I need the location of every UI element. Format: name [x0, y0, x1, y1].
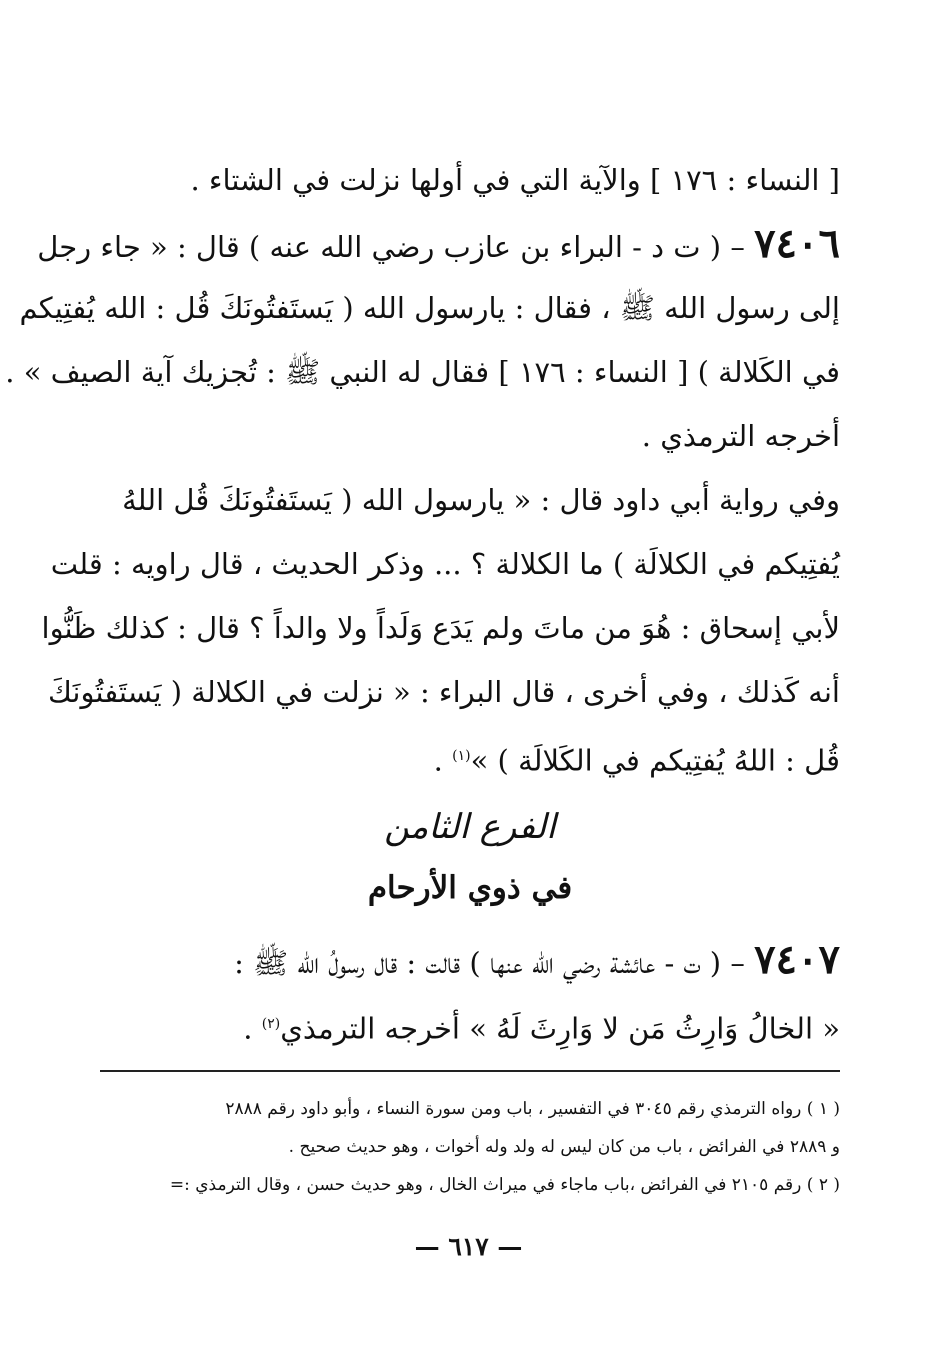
- text-line: [ النساء : ١٧٦ ] والآية التي في أولها نزلت في الشتاء .: [190, 163, 840, 197]
- text-line: [100, 992, 840, 1056]
- section-title: الفرع الثامن: [384, 807, 556, 847]
- hadith-narration: – ( ت د - البراء بن عازب رضي الله عنه ) قال : « جاء رجل: [37, 230, 745, 264]
- hadith-7406-block: [5, 148, 840, 788]
- text-line: وفي رواية أبي داود قال : « يارسول الله ( يَستَفتُونَكَ قُل اللهُ: [122, 483, 840, 517]
- text-line: أنه كَذلك ، وفي أخرى ، قال البراء : « نزلت في الكلالة ( يَستَفتُونَكَ: [47, 675, 840, 709]
- text-line: [100, 928, 840, 992]
- hadith-number: ٧٤٠٧: [754, 936, 840, 983]
- text-segment: قُل : اللهُ يُفتِيكم في الكَلالَة ) »: [470, 743, 840, 778]
- footnotes: [100, 1090, 840, 1204]
- footnote-1-continued: و ٢٨٨٩ في الفرائض ، باب من كان ليس له ولد وله أخوات ، وهو حديث صحيح .: [288, 1137, 840, 1157]
- text-line: في الكَلالة ) [ النساء : ١٧٦ ] فقال له النبي ﷺ : تُجزيك آية الصيف » .: [5, 355, 840, 389]
- text-line: أخرجه الترمذي .: [641, 419, 840, 453]
- text-line: [37, 212, 840, 276]
- text-segment: .: [243, 1011, 262, 1046]
- section-subtitle: في ذوي الأرحام: [367, 870, 573, 906]
- footnote-2: ( ٢ ) رقم ٢١٠٥ في الفرائض ،باب ماجاء في ميراث الخال ، وهو حديث حسن ، وقال الترمذي :=: [169, 1175, 840, 1195]
- text-segment: « الخالُ وَارِثُ مَن لا وَارِثَ لَهُ » أخرجه الترمذي: [280, 1011, 840, 1046]
- page-number: — ٦١٧ —: [414, 1232, 523, 1261]
- hadith-narration: – ( ت - عائشة رضي الله عنها ) قالت : قال رسولُ الله ﷺ :: [234, 946, 745, 980]
- footnote-separator: [100, 1070, 840, 1072]
- text-line: إلى رسول الله ﷺ ، فقال : يارسول الله ( يَستَفتُونَكَ قُل : الله يُفتِيكم: [19, 291, 840, 325]
- hadith-7407-block: [100, 928, 840, 1056]
- text-line: يُفتِيكم في الكلالَة ) ما الكلالة ؟ ... وذكر الحديث ، قال راويه : قلت: [50, 547, 840, 581]
- text-line: لأبي إسحاق : هُوَ من ماتَ ولم يَدَع وَلَداً ولا والداً ؟ قال : كذلك ظَنُّوا: [41, 611, 840, 645]
- hadith-number: ٧٤٠٦: [754, 220, 840, 267]
- footnote-marker: (١): [452, 748, 471, 764]
- footnote-marker: (٢): [261, 1016, 281, 1032]
- text-segment: .: [433, 743, 453, 778]
- footnote-1: ( ١ ) رواه الترمذي رقم ٣٠٤٥ في التفسير ، باب ومن سورة النساء ، وأبو داود رقم ٢٨٨٨: [225, 1099, 840, 1119]
- text-line: [100, 724, 840, 788]
